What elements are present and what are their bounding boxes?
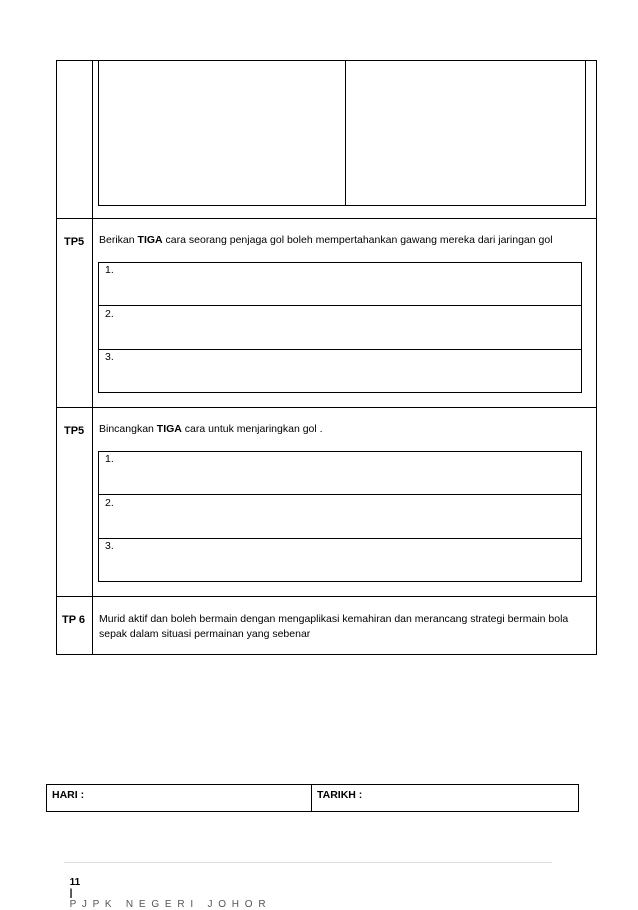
question-pre: Berikan	[99, 234, 138, 246]
question-bold: TIGA	[137, 234, 163, 246]
question-post: cara seorang penjaga gol boleh mempertahankan gawang mereka dari jaringan gol	[162, 234, 553, 246]
answer-number: 2.	[105, 497, 114, 509]
answer-number: 3.	[105, 351, 114, 363]
tarikh-label: TARIKH :	[317, 789, 363, 801]
answer-number: 1.	[105, 264, 114, 276]
answer-box[interactable]	[98, 451, 582, 582]
answer-divider	[98, 494, 582, 495]
row-divider	[56, 407, 597, 408]
answer-number: 1.	[105, 453, 114, 465]
tp-code: TP5	[64, 425, 85, 437]
column-divider	[92, 60, 93, 655]
question-post: cara untuk menjaringkan gol .	[181, 423, 323, 435]
row-divider	[56, 218, 597, 219]
question-text	[99, 233, 591, 248]
footer	[64, 866, 267, 910]
answer-number: 3.	[105, 540, 114, 552]
signoff-box	[46, 784, 579, 812]
drawing-box-divider	[345, 60, 346, 206]
question-text	[99, 422, 591, 437]
footer-separator: |	[69, 888, 73, 899]
signoff-divider	[311, 784, 312, 812]
footer-org: P J P K N E G E R I J O H O R	[69, 899, 268, 910]
row-divider	[56, 596, 597, 597]
answer-box[interactable]	[98, 262, 582, 393]
answer-divider	[98, 538, 582, 539]
tp-code: TP5	[64, 236, 85, 248]
question-bold: TIGA	[156, 423, 182, 435]
page-number: 11	[69, 877, 81, 888]
drawing-box	[98, 60, 586, 206]
hari-label: HARI :	[52, 789, 85, 801]
answer-divider	[98, 349, 582, 350]
tp6-description: Murid aktif dan boleh bermain dengan mengaplikasi kemahiran dan merancang strategi bermain bola sepak dalam situasi permainan yang sebenar	[99, 613, 569, 640]
answer-number: 2.	[105, 308, 114, 320]
tp-code: TP 6	[62, 614, 86, 626]
footer-rule	[64, 862, 552, 863]
question-pre: Bincangkan	[99, 423, 157, 435]
answer-divider	[98, 305, 582, 306]
